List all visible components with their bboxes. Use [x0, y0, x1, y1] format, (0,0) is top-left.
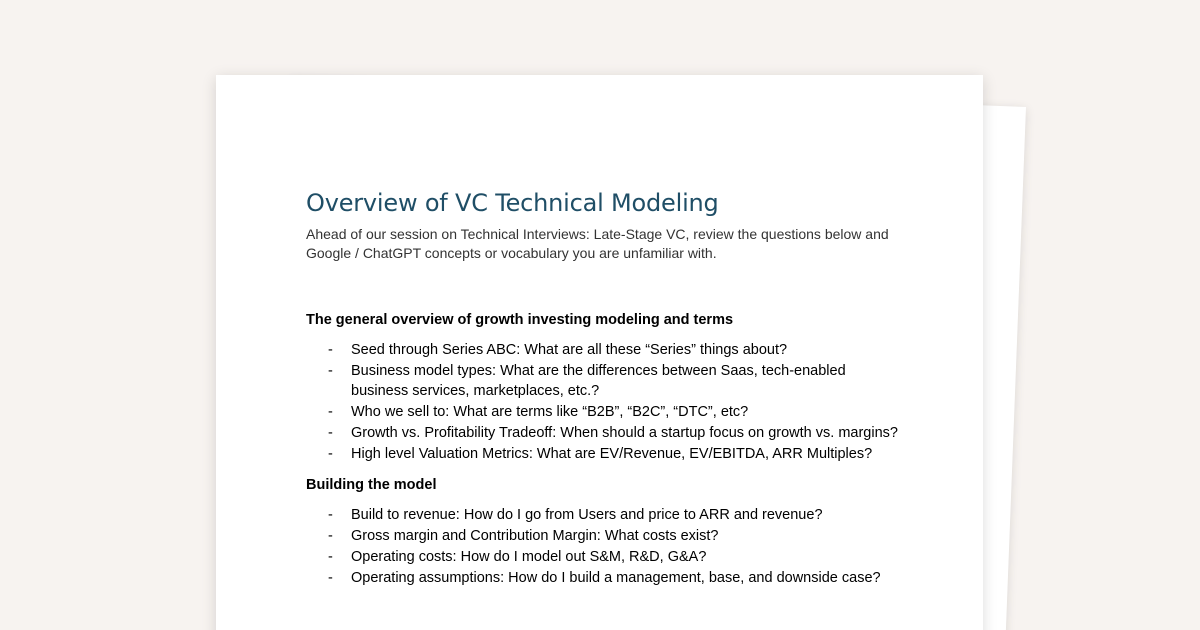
bullet-dash: - [328, 570, 333, 586]
bullet-dash: - [328, 404, 333, 420]
list-item-text: Operating assumptions: How do I build a management, base, and downside case? [351, 570, 881, 586]
section-heading-overview: The general overview of growth investing modeling and terms [306, 312, 734, 328]
list-item-text: Build to revenue: How do I go from Users and price to ARR and revenue? [351, 507, 823, 523]
list-item-text: Operating costs: How do I model out S&M, R&D, G&A? [351, 549, 707, 565]
bullet-dash: - [328, 507, 333, 523]
list-item [306, 361, 906, 401]
list-item [306, 547, 906, 567]
bullet-dash: - [328, 549, 333, 565]
list-item [306, 526, 906, 546]
document-intro: Ahead of our session on Technical Interviews: Late-Stage VC, review the questions below and Google / ChatGPT concepts or vocabulary you are unfamiliar with. [306, 226, 889, 261]
section-list-building [306, 505, 906, 588]
bullet-dash: - [328, 528, 333, 544]
bullet-dash: - [328, 342, 333, 358]
bullet-dash: - [328, 363, 333, 379]
list-item-text: Who we sell to: What are terms like “B2B”, “B2C”, “DTC”, etc? [351, 404, 749, 420]
document-content [306, 187, 906, 589]
document-title: Overview of VC Technical Modeling [306, 189, 719, 217]
bullet-dash: - [328, 446, 333, 462]
list-item-text: Business model types: What are the differences between Saas, tech-enabled business services, marketplaces, etc.? [351, 363, 846, 399]
section-heading-building: Building the model [306, 477, 437, 493]
list-item-text: High level Valuation Metrics: What are EV/Revenue, EV/EBITDA, ARR Multiples? [351, 446, 873, 462]
list-item-text: Seed through Series ABC: What are all these “Series” things about? [351, 342, 788, 358]
list-item [306, 340, 906, 360]
list-item [306, 505, 906, 525]
list-item [306, 444, 906, 464]
list-item [306, 402, 906, 422]
bullet-dash: - [328, 425, 333, 441]
section-list-overview [306, 340, 906, 464]
list-item [306, 568, 906, 588]
document-page [216, 75, 983, 630]
list-item-text: Growth vs. Profitability Tradeoff: When should a startup focus on growth vs. margins? [351, 425, 898, 441]
list-item-text: Gross margin and Contribution Margin: What costs exist? [351, 528, 719, 544]
list-item [306, 423, 906, 443]
